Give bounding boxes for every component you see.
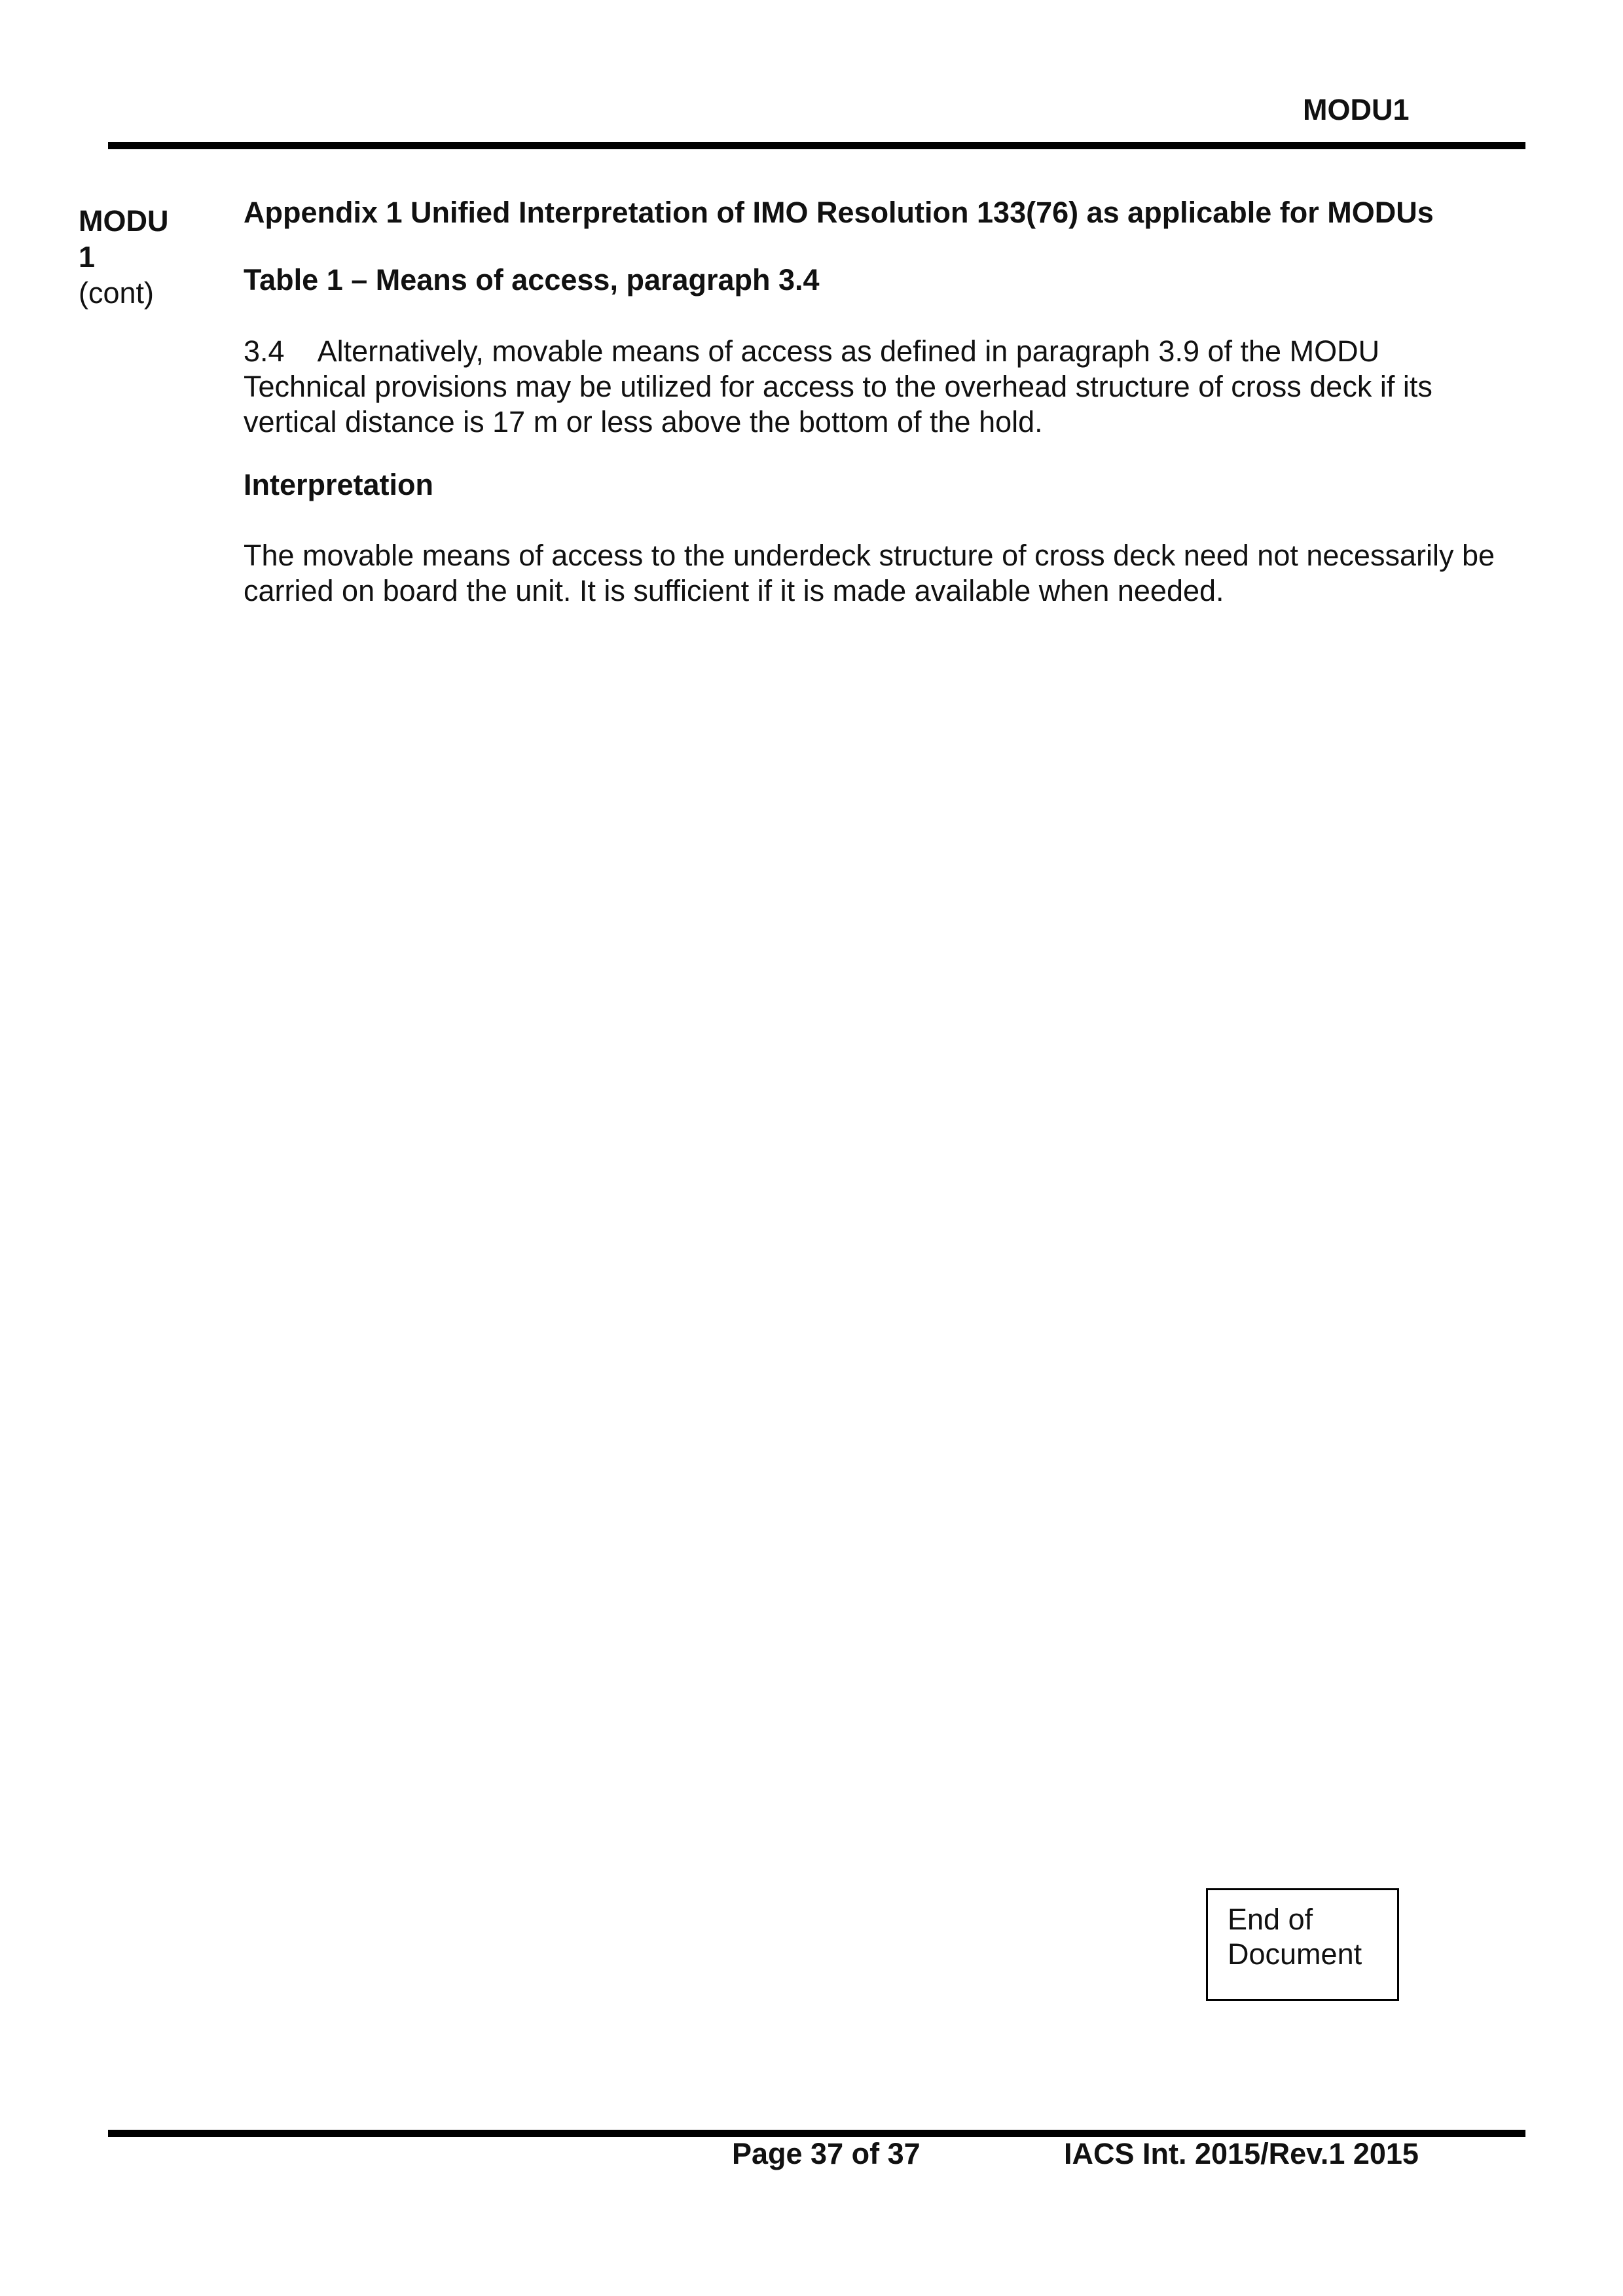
paragraph-3-4: [244, 334, 1501, 440]
side-label-line2: 1: [79, 240, 96, 274]
footer-reference: IACS Int. 2015/Rev.1 2015: [1064, 2137, 1419, 2170]
paragraph-text: Alternatively, movable means of access as defined in paragraph 3.9 of the MODU Technical provisions may be utilized for access to the overhead structure of cross deck if its vertical distance is 17 m or less above the bottom of the hold.: [244, 334, 1432, 439]
footer-rule: [108, 2130, 1525, 2137]
side-label-line3: (cont): [79, 276, 155, 310]
interpretation-text: The movable means of access to the underdeck structure of cross deck need not necessarily be carried on board the unit. It is sufficient if it is made available when needed.: [244, 539, 1495, 607]
side-label-line1: MODU: [79, 204, 169, 238]
end-of-document-box: [1206, 1888, 1399, 2001]
interpretation-heading: Interpretation: [244, 468, 434, 501]
end-box-line2: Document: [1228, 1937, 1362, 1971]
paragraph-number: 3.4: [244, 334, 285, 368]
side-label: [79, 203, 168, 311]
header-document-code: MODU1: [1303, 93, 1410, 126]
footer-page-number: Page 37 of 37: [732, 2137, 921, 2170]
end-box-line1: End of: [1228, 1903, 1313, 1936]
header-rule: [108, 142, 1525, 149]
table-title: Table 1 – Means of access, paragraph 3.4: [244, 263, 820, 296]
appendix-title: Appendix 1 Unified Interpretation of IMO Resolution 133(76) as applicable for MODUs: [244, 196, 1434, 229]
